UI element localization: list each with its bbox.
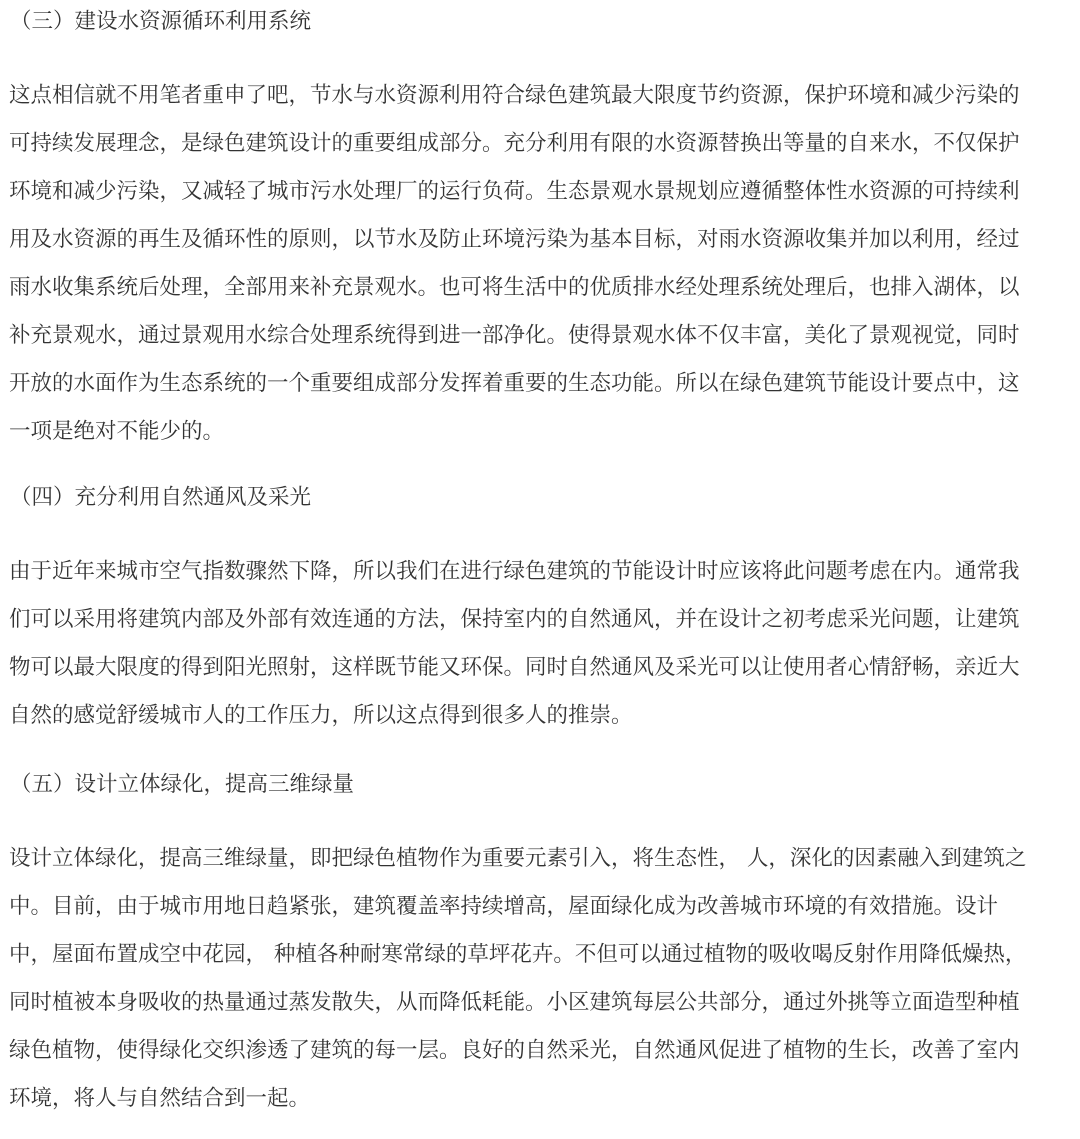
paragraph-line: 雨水收集系统后处理，全部用来补充景观水。也可将生活中的优质排水经处理系统处理后，也排入湖体，以 — [9, 275, 1020, 300]
paragraph-line: 绿色植物，使得绿化交织渗透了建筑的每一层。良好的自然采光，自然通风促进了植物的生长，改善了室内 — [9, 1038, 1020, 1063]
paragraph-line: 环境和减少污染，又减轻了城市污水处理厂的运行负荷。生态景观水景规划应遵循整体性水资源的可持续利 — [9, 179, 1020, 204]
section-paragraph-4 — [9, 548, 1071, 740]
paragraph-line: 用及水资源的再生及循环性的原则，以节水及防止环境污染为基本目标，对雨水资源收集并加以利用，经过 — [9, 227, 1020, 252]
paragraph-line: 物可以最大限度的得到阳光照射，这样既节能又环保。同时自然通风及采光可以让使用者心情舒畅，亲近大 — [9, 655, 1020, 680]
section-heading-5: （五）设计立体绿化，提高三维绿量 — [10, 772, 355, 797]
paragraph-line: 们可以采用将建筑内部及外部有效连通的方法，保持室内的自然通风，并在设计之初考虑采光问题，让建筑 — [9, 607, 1020, 632]
paragraph-line: 环境，将人与自然结合到一起。 — [9, 1086, 311, 1111]
paragraph-line: 一项是绝对不能少的。 — [9, 419, 225, 444]
section-paragraph-3 — [9, 72, 1071, 456]
paragraph-line: 补充景观水，通过景观用水综合处理系统得到进一部净化。使得景观水体不仅丰富，美化了景观视觉，同时 — [9, 323, 1020, 348]
section-paragraph-5 — [9, 835, 1071, 1123]
paragraph-line: 中，屋面布置成空中花园， 种植各种耐寒常绿的草坪花卉。不但可以通过植物的吸收喝反射作用降低燥热， — [9, 942, 1027, 967]
paragraph-line: 同时植被本身吸收的热量通过蒸发散失，从而降低耗能。小区建筑每层公共部分，通过外挑等立面造型种植 — [9, 990, 1020, 1015]
section-heading-3: （三）建设水资源循环利用系统 — [10, 9, 312, 34]
paragraph-line: 自然的感觉舒缓城市人的工作压力，所以这点得到很多人的推崇。 — [9, 703, 633, 728]
paragraph-line: 中。目前，由于城市用地日趋紧张，建筑覆盖率持续增高，屋面绿化成为改善城市环境的有效措施。设计 — [9, 894, 999, 919]
paragraph-line: 由于近年来城市空气指数骤然下降，所以我们在进行绿色建筑的节能设计时应该将此问题考虑在内。通常我 — [9, 559, 1020, 584]
section-heading-4: （四）充分利用自然通风及采光 — [10, 485, 312, 510]
paragraph-line: 可持续发展理念，是绿色建筑设计的重要组成部分。充分利用有限的水资源替换出等量的自来水，不仅保护 — [9, 131, 1020, 156]
paragraph-line: 这点相信就不用笔者重申了吧，节水与水资源利用符合绿色建筑最大限度节约资源，保护环境和减少污染的 — [9, 83, 1020, 108]
paragraph-line: 开放的水面作为生态系统的一个重要组成部分发挥着重要的生态功能。所以在绿色建筑节能设计要点中，这 — [9, 371, 1020, 396]
paragraph-line: 设计立体绿化，提高三维绿量，即把绿色植物作为重要元素引入，将生态性， 人，深化的因素融入到建筑之 — [9, 846, 1027, 871]
